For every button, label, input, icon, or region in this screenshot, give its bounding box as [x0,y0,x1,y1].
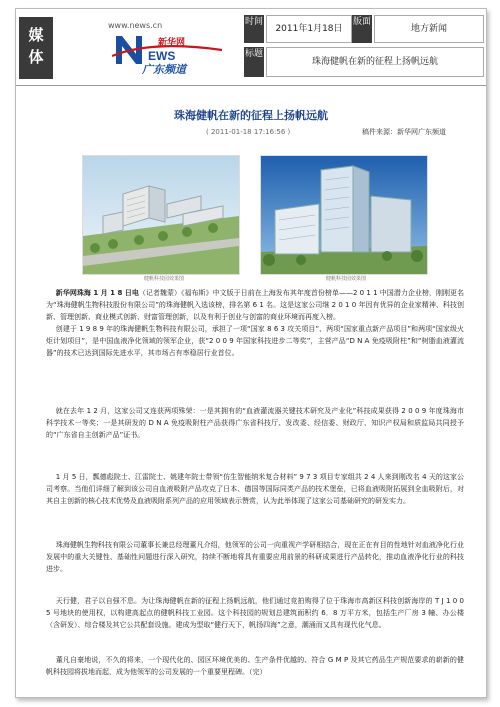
logo-channel: 广东频道 [142,63,186,76]
paragraph-1-text: （记者魏蒙）《福布斯》中文版于日前在上海发布其年度首份榜单——2 0 1 1 中国潜力企业榜，刚刚更名为“珠海健帆生物科技股份有限公司”的珠海健帆入选该榜，排名第 6 1 名。这是这家公司继 2 0 1 0 年因有优异的企业家精神、科技创新、管理创新、商业模式创新、财富管理创新，以及有利于创业与创富的商业环境而再度入榜。 [46,289,465,321]
caption-right: 健帆科技园效果图 [326,276,367,282]
layout-label: 版面 [352,15,372,43]
paragraph-4-text: 1 月 5 日，瓢德彪院士、江雷院士、姚建年院士带领“仿生智能纳米复合材料” 9 7 3 项目专家组共 2 4 人来到刚改名 4 天的这家公司考察。当他们详细了解到该公司自血液吸附产品攻克了日本、德国等国际同类产品的技术堡垒，已将血液吸附拓展到全血吸附后，对其自主创新的核心技术优势及血液吸附系列产品的应用领域表示赞赏，认为此举体现了这家公司基础研究的研发实力。 [46,473,464,505]
caption-left: 健帆科技园效果图 [144,276,185,282]
campus-rendering-left-image [83,156,239,274]
clipping-header [16,9,486,86]
article-paragraph-5 [46,539,464,575]
news-clipping-sheet [15,8,487,698]
time-label: 时间 [244,15,264,43]
clipping-meta-table [244,15,484,79]
logo-brand: 新华网 [158,38,186,48]
media-section-tag [19,17,53,79]
section-value: 地方新闻 [374,15,484,43]
paragraph-5-text: 珠海健帆生物科技有限公司董事长兼总经理董凡介绍，他领军的公司一向重视产学研相结合，现在正在有目的性地针对血液净化行业发展中的重大关键性、基础性问题进行深入研究，持续不断地将具有重要应用前景的科研成果进行产品转化，推动血液净化行业的科技进步。 [46,541,464,573]
article-paragraph-6 [46,595,464,631]
campus-rendering-right [260,155,428,275]
campus-rendering-left [82,155,240,275]
article-paragraph-4 [46,471,464,507]
article-title: 珠海健帆在新的征程上扬帆远航 [174,109,328,122]
paragraph-2-text: 创建于 1 9 8 9 年的珠海健帆生物科技有限公司，承担了一项“国家 8 6 3 攻关项目”、两项“国家重点新产品项目”和两项“国家级火炬计划项目”，是中国血液净化领域的领军企业，获“2 0 0 9 年国家科技进步二等奖”，主营产品“D N A 免疫吸附柱”和“树脂血液灌流器”的技术已达到国际先进水平，其市场占有率稳居行业首位。 [46,325,464,357]
media-tag-text: 媒体 [28,26,44,66]
article-timestamp: ( 2011-01-18 17:16:56 ) [206,128,291,136]
article-paragraph-7 [46,654,464,678]
xinhua-news-logo [108,21,228,81]
campus-rendering-right-image [261,156,427,274]
svg-text:EWS: EWS [148,49,176,63]
paragraph-3-text: 就在去年 1 2 月，这家公司又连获两项殊荣：一是其拥有的“血液灌流器关键技术研究及产业化”科技成果获得 2 0 0 9 年度珠海市科学技术一等奖；一是其研发的 D N A 免疫吸附柱产品获得广东省科技厅、发改委、经信委、财政厅、知识产权局和质监局共同授予的“广东省自主创新产品”证书。 [46,407,464,439]
article-paragraph-1 [46,287,464,359]
article-source: 稿件来源：新华网广东频道 [362,128,446,136]
dateline: 新华网珠海 1 月 1 8 日电 [55,289,139,297]
date-value: 2011年1月18日 [266,15,352,43]
headline-value: 珠海健帆在新的征程上扬帆远航 [266,47,484,77]
headline-label: 标题 [244,47,264,77]
paragraph-7-text: 董凡自豪地说，不久的将来，一个现代化的、园区环境优美的、生产条件优越的、符合 G M P 及其它药品生产规范要求的崭新的健帆科技园将拔地而起，成为他领军的公司发展的一个重要里程碑。（完） [46,656,464,676]
paragraph-6-text: 天行健，君子以自强不息。为让珠海健帆在新的征程上扬帆远航，他们通过竞拍购得了位于珠海市高新区科技创新海岸的 T J 1 0 0 5 号地块的使用权，以构建高起点的健帆科技工业园。这个科技园的规划总建筑面积约 6．8 万平方米，包括生产厂房 3 幢、办公楼（含研发）、综合楼及其它公共配套设施。建成为型取“健行天下，帆扬四海”之意，潮涌而又具有现代化气息。 [46,597,464,629]
article-paragraph-3 [46,405,464,441]
logo-url: www.news.cn [108,21,163,30]
